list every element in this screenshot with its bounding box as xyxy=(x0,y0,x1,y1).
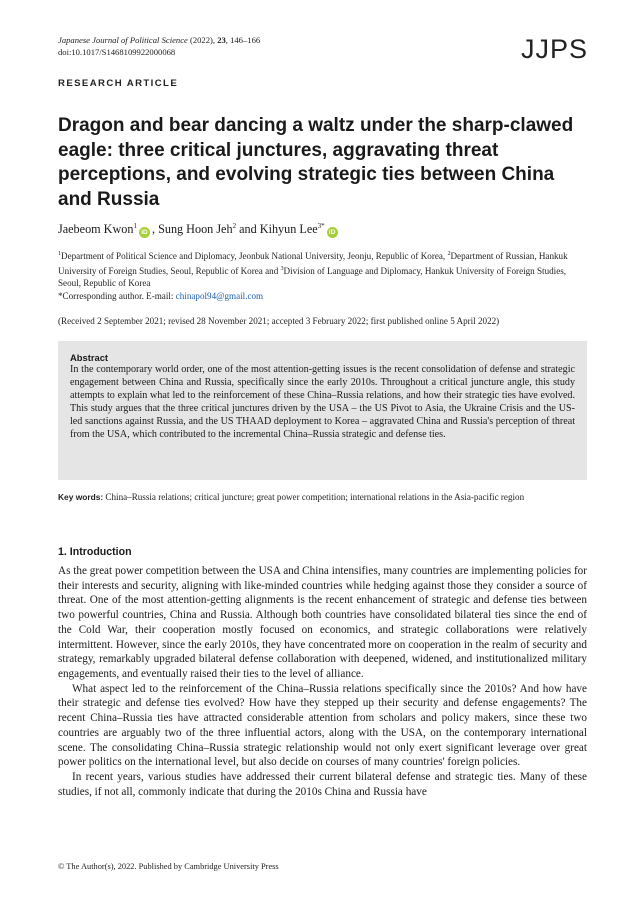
abstract-box xyxy=(58,341,587,480)
orcid-icon[interactable]: iD xyxy=(327,227,338,238)
corresponding-label: *Corresponding author. E-mail: xyxy=(58,290,176,301)
orcid-icon[interactable]: iD xyxy=(139,227,150,238)
journal-logo: JJPS xyxy=(520,34,588,64)
keywords-text: China–Russia relations; critical juncture; great power competition; international relations in the Asia-pacific region xyxy=(103,492,525,502)
author-name: Sung Hoon Jeh xyxy=(158,222,233,237)
body-text xyxy=(58,564,587,800)
email-link[interactable]: chinapol94@gmail.com xyxy=(175,290,264,301)
citation-line: Japanese Journal of Political Science (2022), 23, 146–166 xyxy=(58,35,261,45)
abstract-heading: Abstract xyxy=(70,352,109,363)
volume: 23 xyxy=(217,35,226,45)
section-heading: 1. Introduction xyxy=(58,546,132,558)
paragraph: In recent years, various studies have addressed their current bilateral defense and strategic ties. Many of these studies, if not all, commonly indicate that during the 2010s China and Russia have xyxy=(58,771,587,798)
abstract-text: In the contemporary world order, one of the most attention-getting issues is the recent consolidation of defense and strategic engagement between China and Russia, specifically since the early 2010s. Throughout a critical juncture angle, this study attempts to explain what led to the reinforcement of these China–Russia relations, and how their strategic ties have evolved. This study argues that the three critical junctures driven by the USA – the US Pivot to Asia, the Ukraine Crisis and the US-led sanctions against Russia, and the US THAAD deployment to Korea – aggravated China and Russia's perception of threat from the USA, which contributed to the incremental China–Russia strategic and defense ties. xyxy=(70,364,575,440)
doi[interactable]: doi:10.1017/S1468109922000068 xyxy=(58,47,176,57)
affiliations: $^1$Department of Political Science and Diplomacy, Jeonbuk National University, Jeonju, Republic of Korea, $^2$Department of Russian, Hankuk University of Foreign Studies, Seoul, Republic of Korea and $^3$Division of Language and Diplomacy, Hankuk University of Foreign Studies, Seoul, Republic of Korea *Corresponding author. E-mail: chinapol94@gmail.com xyxy=(58,251,568,301)
journal-header xyxy=(58,34,260,58)
author-name: Jaebeom Kwon xyxy=(58,222,134,237)
copyright-footer: © The Author(s), 2022. Published by Cambridge University Press xyxy=(58,862,279,871)
article-type: RESEARCH ARTICLE xyxy=(58,78,179,89)
paragraph: What aspect led to the reinforcement of the China–Russia relations specifically since the 2010s? And how have their strategic and defense ties evolved? How have they stepped up their security and defense engagements? The recent China–Russia ties have attracted considerable attention from scholars and policy makers, since these two countries are arguably two of the three influential actors, along with the USA, on the contemporary international scene. The consolidating China–Russia strategic relationship would not only exert significant leverage over great power politics on the international level, but also decide on courses of many countries' foreign policies. xyxy=(58,682,587,769)
article-title: Dragon and bear dancing a waltz under the sharp-clawed eagle: three critical junctures, aggravating threat perceptions, and evolving strategic ties between China and Russia xyxy=(58,115,574,210)
author-name: Kihyun Lee xyxy=(259,222,318,237)
keywords xyxy=(58,491,587,505)
history-dates: (Received 2 September 2021; revised 28 November 2021; accepted 3 February 2022; first published online 5 April 2022) xyxy=(58,316,500,326)
author-list: Jaebeom Kwon$^1$iD , Sung Hoon Jeh$^2$ and Kihyun Lee$^{3*}$iD xyxy=(58,222,340,238)
journal-name: Japanese Journal of Political Science xyxy=(58,35,188,45)
keywords-label: Key words: xyxy=(58,492,104,502)
paragraph: As the great power competition between the USA and China intensifies, many countries are implementing policies for their interests and security, aligning with like-minded countries while hedging against those they consider a source of threat. One of the most attention-getting alignments is the recent enhancement of strategic and defense ties between two powerful countries, China and Russia. Although both countries have consolidated bilateral ties since the end of the Cold War, their cooperation mostly focused on economics, and strategic collaborations were relatively intermittent. However, since the early 2010s, they have concentrated more on cooperation in the realm of security and strategy, remarkably upgraded bilateral defense collaboration with deepened, widened, and institutionalized military engagements, and eventually raised their ties to the level of alliance. xyxy=(58,565,587,681)
